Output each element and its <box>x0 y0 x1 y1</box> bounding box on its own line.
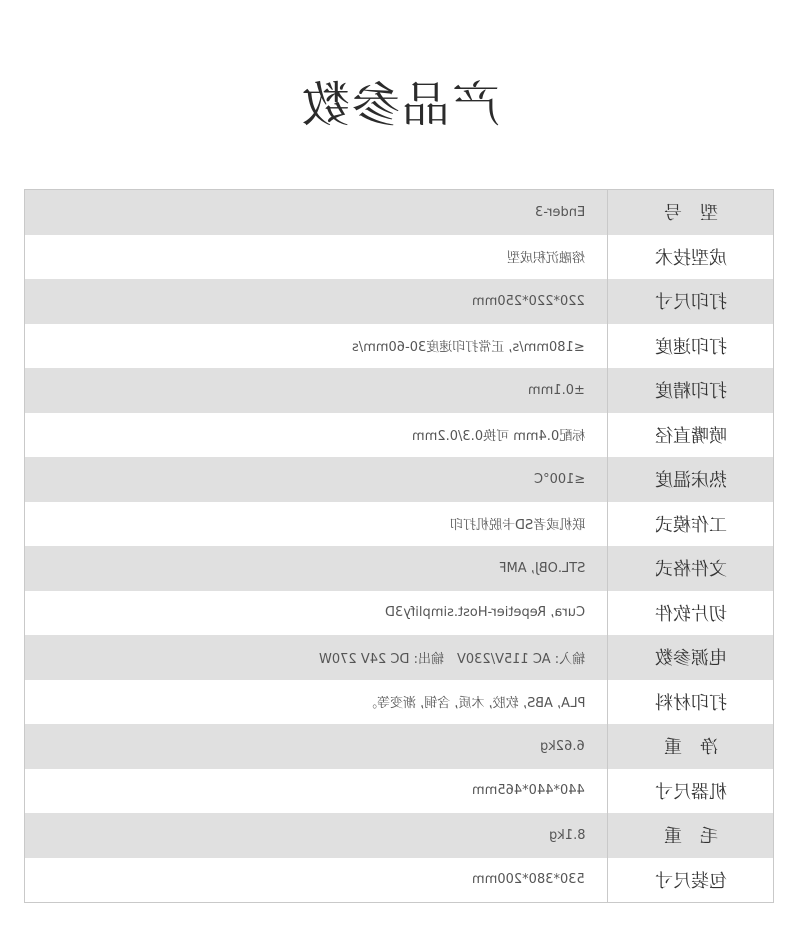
table-row <box>25 769 773 814</box>
table-row <box>25 724 773 769</box>
spec-label-text: 打印尺寸 <box>654 292 727 314</box>
spec-label <box>607 813 773 858</box>
page-title: 产品参数 <box>300 77 501 133</box>
spec-label <box>607 858 773 903</box>
table-row <box>25 413 773 458</box>
table-row <box>25 324 773 369</box>
spec-value <box>25 457 607 502</box>
spec-label-text: 型 号 <box>663 203 718 225</box>
spec-value-text: 熔融沉积成型 <box>506 251 585 267</box>
table-row <box>25 368 773 413</box>
spec-value <box>25 591 607 636</box>
spec-label-text: 包装尺寸 <box>654 870 727 892</box>
table-row <box>25 591 773 636</box>
table-row <box>25 235 773 280</box>
spec-value-text: Ender-3 <box>534 204 585 220</box>
spec-value <box>25 324 607 369</box>
spec-value-text: 8.1kg <box>548 827 585 843</box>
spec-value-text: ±0.1mm <box>528 382 585 398</box>
spec-value <box>25 858 607 903</box>
spec-value-text: 220*220*250mm <box>472 293 585 309</box>
table-row <box>25 635 773 680</box>
spec-label-text: 打印材料 <box>654 692 727 714</box>
table-row <box>25 190 773 235</box>
spec-label <box>607 769 773 814</box>
spec-value <box>25 769 607 814</box>
spec-value-text: 输入: AC 115V/230V 输出: DC 24V 270W <box>318 651 585 667</box>
table-row <box>25 457 773 502</box>
spec-label-text: 文件格式 <box>654 559 727 581</box>
table-row <box>25 279 773 324</box>
spec-label-text: 成型技术 <box>654 247 727 269</box>
spec-label-text: 打印速度 <box>654 336 727 358</box>
spec-label <box>607 635 773 680</box>
spec-value <box>25 546 607 591</box>
table-row <box>25 502 773 547</box>
table-row <box>25 813 773 858</box>
table-row <box>25 546 773 591</box>
spec-table <box>24 189 774 903</box>
spec-label-text: 喷嘴直径 <box>654 425 727 447</box>
spec-value <box>25 190 607 235</box>
table-row <box>25 680 773 725</box>
spec-value-text: ≤180mm/s, 正常打印速度30-60mm/s <box>352 340 585 356</box>
spec-label <box>607 457 773 502</box>
spec-value <box>25 235 607 280</box>
spec-value-text: PLA, ABS, 软胶, 木质, 含铜, 渐变等。 <box>363 696 585 712</box>
spec-label-text: 电源参数 <box>654 648 727 670</box>
spec-value-text: 标配0.4mm 可换0.3/0.2mm <box>411 429 585 445</box>
spec-value-text: ≤100°C <box>533 471 585 487</box>
spec-label-text: 工作模式 <box>654 514 727 536</box>
spec-value-text: 440*440*465mm <box>472 783 585 799</box>
spec-label-text: 毛 重 <box>663 826 718 848</box>
spec-label <box>607 235 773 280</box>
spec-value <box>25 813 607 858</box>
spec-label <box>607 368 773 413</box>
spec-label-text: 打印精度 <box>654 381 727 403</box>
spec-value <box>25 368 607 413</box>
spec-label <box>607 591 773 636</box>
spec-label-text: 切片软件 <box>654 603 727 625</box>
spec-value <box>25 724 607 769</box>
spec-label <box>607 324 773 369</box>
spec-label-text: 热床温度 <box>654 470 727 492</box>
spec-value <box>25 502 607 547</box>
spec-label <box>607 502 773 547</box>
spec-value-text: Cura, Repetier-Host.simplify3D <box>384 605 585 621</box>
spec-label <box>607 413 773 458</box>
spec-value-text: 530*380*200mm <box>472 872 585 888</box>
spec-label-text: 净 重 <box>663 737 718 759</box>
spec-value-text: 联机或者SD卡脱机打印 <box>449 518 585 534</box>
table-row <box>25 858 773 903</box>
spec-value <box>25 635 607 680</box>
spec-label <box>607 724 773 769</box>
spec-value <box>25 279 607 324</box>
spec-value <box>25 680 607 725</box>
spec-label <box>607 190 773 235</box>
spec-label <box>607 546 773 591</box>
spec-label <box>607 680 773 725</box>
spec-label <box>607 279 773 324</box>
spec-value-text: STL.OBJ, AMF <box>498 560 585 576</box>
spec-label-text: 机器尺寸 <box>654 781 727 803</box>
spec-value-text: 6.62kg <box>540 738 585 754</box>
spec-value <box>25 413 607 458</box>
